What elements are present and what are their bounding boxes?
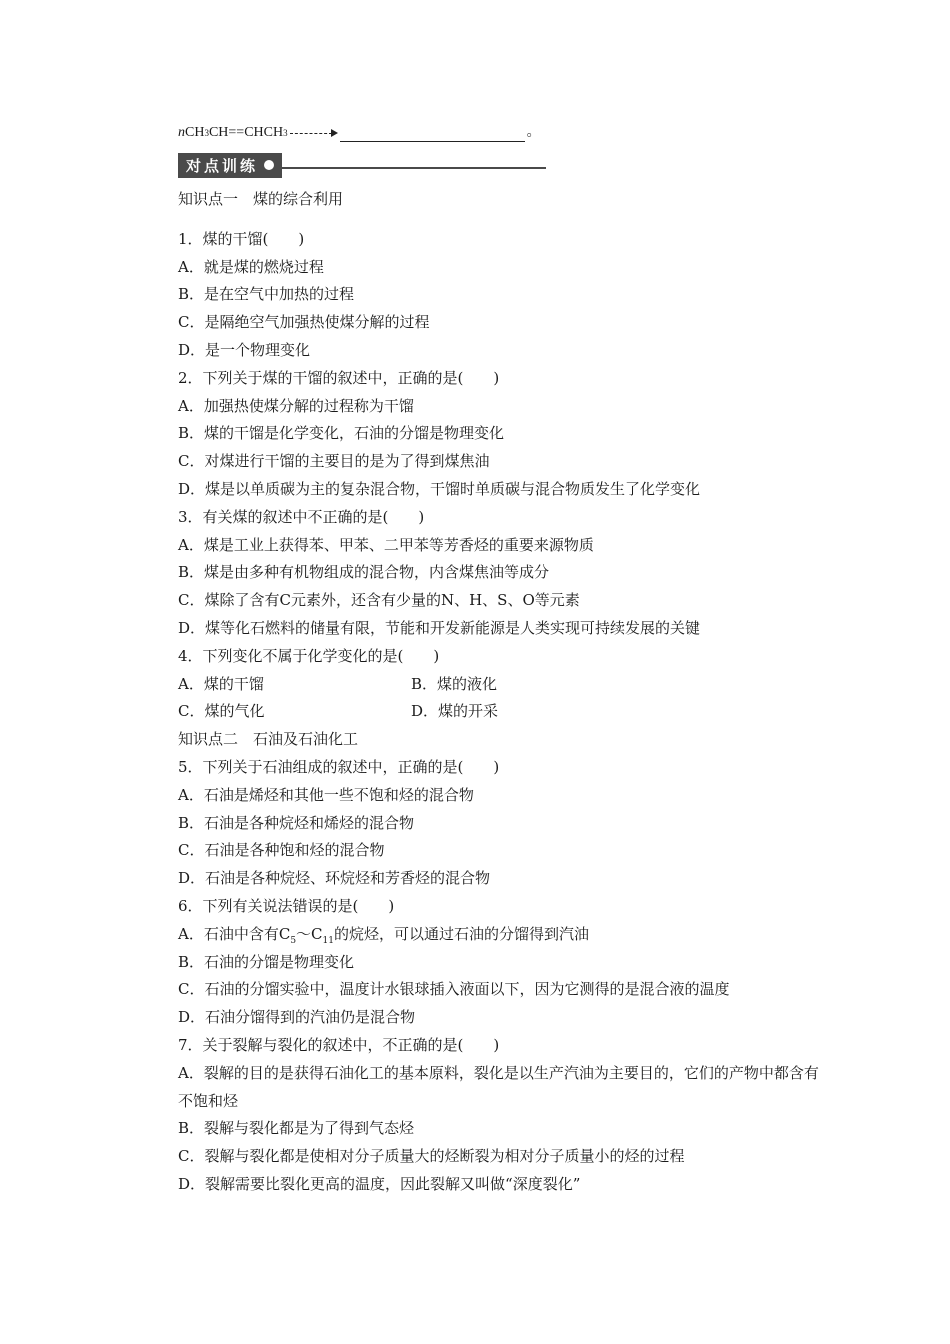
option-a: A．就是煤的燃烧过程 bbox=[178, 257, 324, 276]
option-c: C．煤的气化 bbox=[178, 702, 265, 721]
reaction-arrow-icon bbox=[290, 127, 338, 139]
option-a: A．煤的干馏 bbox=[178, 674, 264, 693]
option-b: B．石油的分馏是物理变化 bbox=[178, 952, 355, 971]
option-b: B．裂解与裂化都是为了得到气态烃 bbox=[178, 1119, 415, 1138]
reaction-equation bbox=[178, 120, 828, 146]
equation-coefficient: n bbox=[178, 125, 185, 140]
equation-lhs-part1: CH bbox=[185, 125, 205, 140]
option-row bbox=[178, 698, 828, 726]
option-b: B．煤的液化 bbox=[411, 674, 498, 693]
question-3 bbox=[178, 504, 828, 643]
question-2 bbox=[178, 365, 828, 504]
option-c: C．是隔绝空气加强热使煤分解的过程 bbox=[178, 313, 430, 332]
option-c: C．煤除了含有C元素外，还含有少量的N、H、S、O等元素 bbox=[178, 591, 580, 610]
option-d: D．石油分馏得到的汽油仍是混合物 bbox=[178, 1008, 416, 1027]
option-a-text: A．石油中含有C bbox=[178, 924, 291, 943]
banner-rule bbox=[282, 167, 546, 169]
question-6 bbox=[178, 893, 828, 1032]
formula-subscript: 11 bbox=[322, 935, 334, 946]
equation-subscript: 3 bbox=[204, 128, 209, 138]
equation-end-mark: 。 bbox=[526, 125, 541, 140]
option-d: D．煤是以单质碳为主的复杂混合物，干馏时单质碳与混合物质发生了化学变化 bbox=[178, 479, 701, 498]
question-stem: 2．下列关于煤的干馏的叙述中，正确的是( ) bbox=[178, 368, 500, 387]
banner-label-box bbox=[178, 153, 282, 178]
option-c: C．石油的分馏实验中，温度计水银球插入液面以下，因为它测得的是混合液的温度 bbox=[178, 980, 730, 999]
question-stem: 6．下列有关说法错误的是( ) bbox=[178, 896, 395, 915]
option-d: D．煤等化石燃料的储量有限，节能和开发新能源是人类实现可持续发展的关键 bbox=[178, 618, 701, 637]
answer-blank bbox=[340, 125, 525, 142]
question-stem: 5．下列关于石油组成的叙述中，正确的是( ) bbox=[178, 757, 500, 776]
bullet-icon bbox=[264, 160, 274, 170]
option-a bbox=[178, 921, 828, 949]
question-stem: 3．有关煤的叙述中不正确的是( ) bbox=[178, 507, 425, 526]
section-heading: 知识点二 石油及石油化工 bbox=[178, 730, 359, 749]
option-d: D．石油是各种烷烃、环烷烃和芳香烃的混合物 bbox=[178, 869, 491, 888]
option-d: D．裂解需要比裂化更高的温度，因此裂解又叫做“深度裂化” bbox=[178, 1174, 581, 1193]
option-b: B．是在空气中加热的过程 bbox=[178, 285, 355, 304]
option-b: B．煤的干馏是化学变化，石油的分馏是物理变化 bbox=[178, 424, 505, 443]
option-d: D．是一个物理变化 bbox=[178, 340, 311, 359]
option-d: D．煤的开采 bbox=[411, 702, 499, 721]
question-stem: 1．煤的干馏( ) bbox=[178, 229, 305, 248]
option-c: C．裂解与裂化都是使相对分子质量大的烃断裂为相对分子质量小的烃的过程 bbox=[178, 1147, 685, 1166]
option-a: A．裂解的目的是获得石油化工的基本原料，裂化是以生产汽油为主要目的，它们的产物中都含有不饱和烃 bbox=[178, 1063, 819, 1110]
option-b: B．石油是各种烷烃和烯烃的混合物 bbox=[178, 813, 415, 832]
equation-lhs-part2: CH==CHCH bbox=[208, 125, 284, 140]
banner-label: 对点训练 bbox=[186, 156, 259, 175]
option-a-text: 的烷烃，可以通过石油的分馏得到汽油 bbox=[333, 924, 589, 943]
question-7 bbox=[178, 1032, 828, 1199]
question-4 bbox=[178, 643, 828, 726]
option-a: A．加强热使煤分解的过程称为干馏 bbox=[178, 396, 414, 415]
question-stem: 7．关于裂解与裂化的叙述中，不正确的是( ) bbox=[178, 1035, 500, 1054]
equation-subscript: 3 bbox=[283, 128, 288, 138]
question-stem: 4．下列变化不属于化学变化的是( ) bbox=[178, 646, 440, 665]
question-1 bbox=[178, 226, 828, 365]
option-a: A．石油是烯烃和其他一些不饱和烃的混合物 bbox=[178, 785, 474, 804]
option-c: C．对煤进行干馏的主要目的是为了得到煤焦油 bbox=[178, 452, 490, 471]
document-content bbox=[178, 120, 828, 1199]
section-banner bbox=[178, 150, 828, 180]
option-c: C．石油是各种饱和烃的混合物 bbox=[178, 841, 385, 860]
option-row bbox=[178, 671, 828, 699]
formula-subscript: 5 bbox=[290, 935, 297, 946]
option-a: A．煤是工业上获得苯、甲苯、二甲苯等芳香烃的重要来源物质 bbox=[178, 535, 594, 554]
question-5 bbox=[178, 754, 828, 893]
option-a-text: ～C bbox=[296, 924, 323, 943]
option-b: B．煤是由多种有机物组成的混合物，内含煤焦油等成分 bbox=[178, 563, 550, 582]
section-heading: 知识点一 煤的综合利用 bbox=[178, 190, 344, 208]
